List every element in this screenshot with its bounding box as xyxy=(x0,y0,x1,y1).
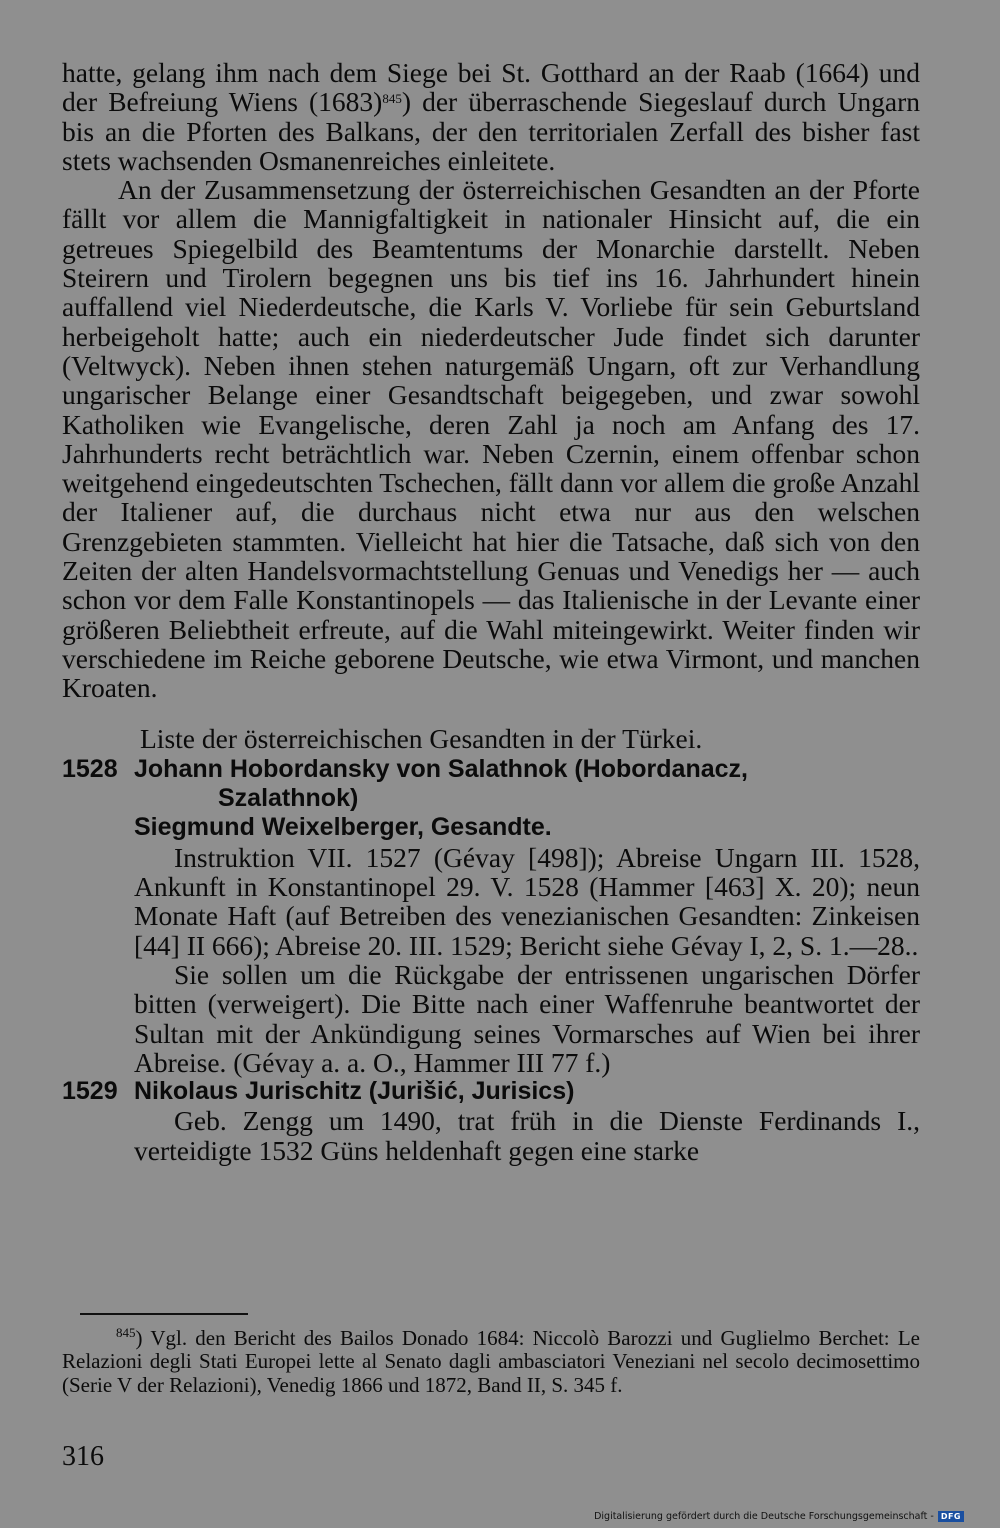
footnote-reference[interactable]: 845 xyxy=(382,91,402,107)
entry-names xyxy=(134,755,920,814)
entry-heading xyxy=(62,1077,920,1106)
entry-second-name: Siegmund Weixelberger, Gesandte. xyxy=(134,813,552,842)
entry-paragraph: Instruktion VII. 1527 (Gévay [498]); Abreise Ungarn III. 1528, Ankunft in Konstantinopel 29. V. 1528 (Hammer [463] X. 20); neun Monate Haft (auf Betreiben des venezianischen Gesandten: Zinkeisen [44] II 666); Abreise 20. III. 1529; Bericht siehe Gévay I, 2, S. 1.—28.. xyxy=(134,841,920,961)
list-title: Liste der österreichischen Gesandten in der Türkei. xyxy=(140,722,703,754)
entry-name: Johann Hobordansky von Salathnok (Hobordanacz, xyxy=(134,754,748,783)
entry-year: 1529 xyxy=(62,1077,118,1106)
footnote-marker: 845 xyxy=(116,1325,136,1340)
entry-name-continuation: Szalathnok) xyxy=(218,784,359,813)
footnote-divider xyxy=(80,1313,248,1315)
page-number: 316 xyxy=(62,1441,104,1472)
entry-year: 1528 xyxy=(62,754,118,783)
entry-name: Nikolaus Jurischitz (Jurišić, Jurisics) xyxy=(134,1077,575,1106)
intro-text-end: ) der überraschende Siegeslauf durch Ungarn bis an die Pforten des Balkans, der den territorialen Zerfall des bisher fast stets wachsenden Osmanenreiches einleitete. xyxy=(62,86,920,176)
digitization-credit xyxy=(594,1511,964,1522)
footnote xyxy=(62,1327,920,1397)
list-entry xyxy=(62,1077,920,1165)
list-entry xyxy=(62,755,920,1077)
intro-text-start: hatte, gelang ihm nach dem Siege bei St. Gotthard an der Raab (1664) und der Befreiung Wiens (1683) xyxy=(62,57,920,118)
entry-paragraph: Sie sollen um die Rückgabe der entrissenen ungarischen Dörfer bitten (verweigert). Die Bitte nach einer Waffenruhe beantwortet der Sultan mit der Ankündigung seines Vormarsches auf Wien bei ihrer Abreise. (Gévay a. a. O., Hammer III 77 f.) xyxy=(134,958,920,1078)
dfg-logo: DFG xyxy=(938,1511,964,1522)
credit-text: Digitalisierung gefördert durch die Deutsche Forschungsgemeinschaft - xyxy=(594,1511,934,1522)
entry-paragraph: Geb. Zengg um 1490, trat früh in die Dienste Ferdinands I., verteidigte 1532 Güns heldenhaft gegen eine starke xyxy=(134,1105,920,1166)
page-body xyxy=(62,58,920,1165)
body-paragraph: An der Zusammensetzung der österreichischen Gesandten an der Pforte fällt vor allem die Mannigfaltigkeit in nationaler Hinsicht auf, die ein getreues Spiegelbild des Beamtentums der Monarchie darstellt. Neben Steirern und Tirolern begegnen uns bis tief ins 16. Jahrhundert hinein auffallend viel Niederdeutsche, die Karls V. Vorliebe für sein Geburtsland herbeigeholt hatte; auch ein niederdeutscher Jude findet sich darunter (Veltwyck). Neben ihnen stehen naturgemäß Ungarn, oft zur Verhandlung ungarischer Belange einer Gesandtschaft beigegeben, und zwar sowohl Katholiken wie Evangelische, deren Zahl ja noch am Anfang des 17. Jahrhunderts recht beträchtlich war. Neben Czernin, einem offenbar schon weitgehend eingedeutschten Tschechen, fällt dann vor allem die große Anzahl der Italiener auf, die durchaus nicht etwa nur aus den welschen Grenzgebieten stammten. Vielleicht hat hier die Tatsache, daß sich von den Zeiten der alten Handelsvormachtstellung Genuas und Venedigs her — auch schon vor dem Falle Konstantinopels — das Italienische in der Levante einer größeren Beliebtheit erfreute, auf die Wahl miteingewirkt. Weiter finden wir verschiedene im Reiche geborene Deutsche, wie etwa Virmont, und manchen Kroaten. xyxy=(62,174,920,704)
entry-heading xyxy=(62,755,920,814)
footnote-text: ) Vgl. den Bericht des Bailos Donado 1684: Niccolò Barozzi und Guglielmo Berchet: Le Relazioni degli Stati Europei lette al Senato dagli ambasciatori Veneziani nel secolo decimosettimo (Serie V der Relazioni), Venedig 1866 und 1872, Band II, S. 345 f. xyxy=(62,1326,920,1397)
intro-paragraph xyxy=(62,58,920,175)
